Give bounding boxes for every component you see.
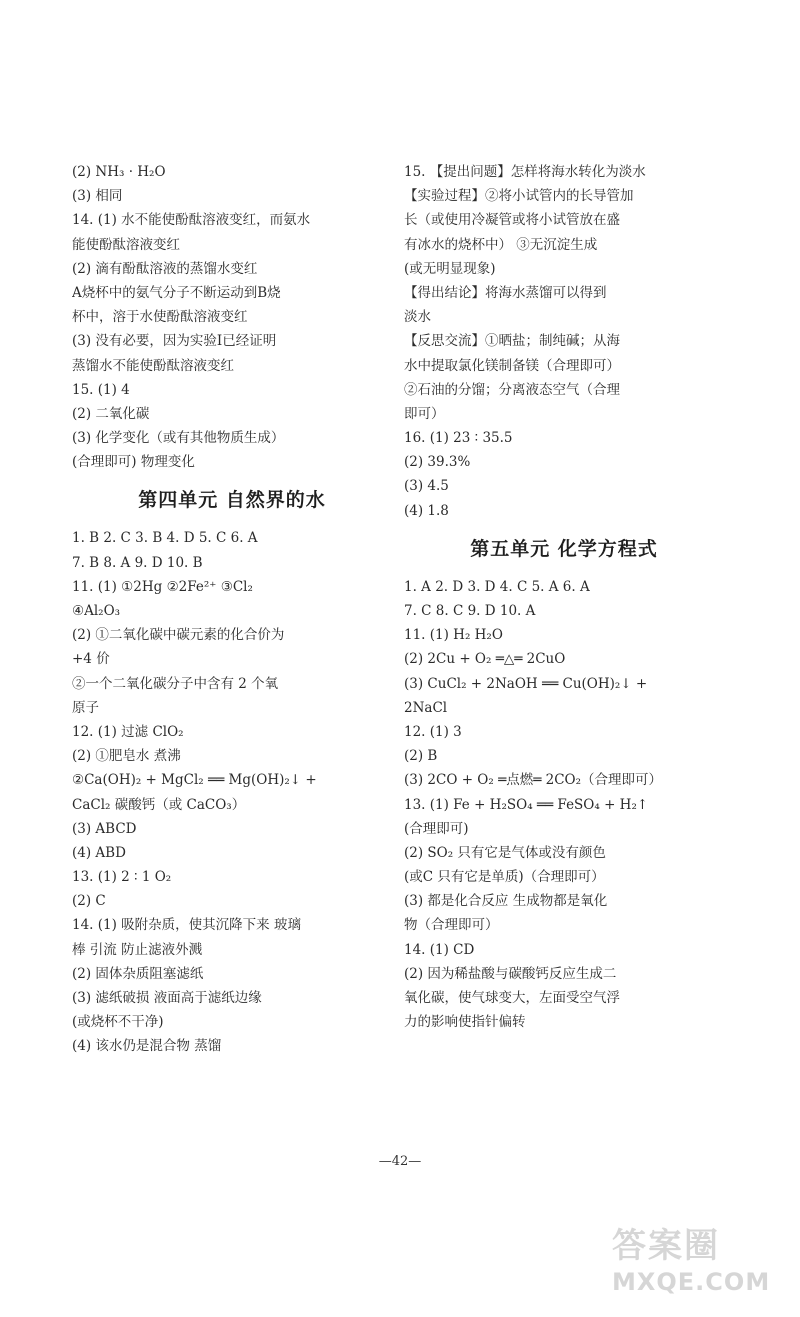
answer-line: (4) ABD — [72, 844, 126, 861]
answer-line: (2) 二氧化碳 — [72, 405, 150, 422]
answer-line: 【得出结论】将海水蒸馏可以得到 — [404, 284, 607, 301]
answer-line: 16. (1) 23 ∶ 35.5 — [404, 430, 513, 447]
answer-line: 7. C 8. C 9. D 10. A — [404, 603, 536, 619]
watermark-top-text: 答案圈 — [612, 1226, 720, 1266]
answer-line: 2NaCl — [404, 699, 448, 716]
answer-line: (2) 滴有酚酞溶液的蒸馏水变红 — [72, 260, 258, 277]
answer-line: (2) C — [72, 893, 106, 910]
answer-line: (2) 39.3% — [404, 454, 471, 471]
answer-line: (2) SO₂ 只有它是气体或没有颜色 — [404, 844, 606, 861]
answer-line: (2) NH₃ · H₂O — [72, 164, 166, 180]
right-answer-column — [404, 160, 724, 1034]
answer-line: (4) 1.8 — [404, 502, 449, 519]
answer-line: (2) 2Cu + O₂ ═△═ 2CuO — [404, 651, 566, 668]
answer-line: (3) 没有必要，因为实验Ⅰ已经证明 — [72, 333, 277, 350]
answer-line: 1. A 2. D 3. D 4. C 5. A 6. A — [404, 578, 590, 595]
answer-line: 12. (1) 过滤 ClO₂ — [72, 723, 184, 740]
answer-line: (2) B — [404, 748, 438, 765]
answer-line: 氧化碳，使气球变大，左面受空气浮 — [404, 990, 620, 1006]
watermark-logo — [612, 1226, 792, 1306]
answer-line: (2) ①二氧化碳中碳元素的化合价为 — [72, 627, 285, 644]
answer-line: 1. B 2. C 3. B 4. D 5. C 6. A — [72, 530, 258, 547]
answer-line: (2) 固体杂质阻塞滤纸 — [72, 965, 204, 982]
answer-line: 7. B 8. A 9. D 10. B — [72, 554, 203, 571]
answer-line: ②一个二氧化碳分子中含有 2 个氧 — [72, 675, 279, 692]
answer-line: (2) ①肥皂水 煮沸 — [72, 748, 181, 765]
answer-line: +4 价 — [72, 651, 110, 668]
unit-heading: 第五单元 化学方程式 — [470, 537, 658, 560]
answer-line: 即可） — [404, 405, 445, 422]
answer-line: (3) 化学变化（或有其他物质生成） — [72, 430, 285, 447]
answer-line: ②Ca(OH)₂ + MgCl₂ ══ Mg(OH)₂↓ + — [72, 772, 317, 789]
answer-line: (3) 都是化合反应 生成物都是氧化 — [404, 893, 608, 910]
answer-line: 14. (1) 吸附杂质，使其沉降下来 玻璃 — [72, 917, 301, 934]
answer-line: (3) CuCl₂ + 2NaOH ══ Cu(OH)₂↓ + — [404, 675, 648, 692]
answer-line: 15. (1) 4 — [72, 381, 130, 398]
answer-line: 水中提取氯化镁制备镁（合理即可） — [404, 357, 620, 374]
answer-line: ④Al₂O₃ — [72, 603, 121, 619]
answer-line: (3) 滤纸破损 液面高于滤纸边缘 — [72, 990, 262, 1006]
answer-line: 原子 — [72, 699, 99, 716]
answer-line: 13. (1) 2 ∶ 1 O₂ — [72, 869, 172, 886]
scan-margin-mark — [6, 368, 12, 374]
watermark-bottom-text: MXQE.COM — [612, 1268, 771, 1296]
answer-line: CaCl₂ 碳酸钙（或 CaCO₃） — [72, 796, 246, 813]
answer-line: 淡水 — [404, 309, 431, 326]
answer-line: (合理即可) 物理变化 — [72, 454, 195, 471]
answer-line: 11. (1) ①2Hg ②2Fe²⁺ ③Cl₂ — [72, 578, 253, 595]
answer-line: (3) ABCD — [72, 820, 137, 837]
answer-line: (3) 2CO + O₂ ═点燃═ 2CO₂（合理即可） — [404, 772, 663, 789]
answer-line: A烧杯中的氨气分子不断运动到B烧 — [72, 284, 281, 301]
unit-heading: 第四单元 自然界的水 — [138, 489, 326, 512]
answer-line: 【实验过程】②将小试管内的长导管加 — [404, 188, 634, 205]
answer-line: (3) 4.5 — [404, 478, 449, 495]
answer-line: 12. (1) 3 — [404, 723, 462, 740]
answer-line: 有冰水的烧杯中） ③无沉淀生成 — [404, 236, 598, 253]
answer-line: (或无明显现象) — [404, 260, 496, 277]
answer-line: 棒 引流 防止滤液外溅 — [72, 941, 203, 958]
answer-line: (3) 相同 — [72, 188, 123, 205]
answer-line: 物（合理即可） — [404, 917, 499, 934]
answer-line: 力的影响使指针偏转 — [404, 1014, 526, 1031]
answer-line: (2) 因为稀盐酸与碳酸钙反应生成二 — [404, 965, 617, 982]
answer-line: (合理即可) — [404, 820, 469, 837]
answer-line: (或C 只有它是单质)（合理即可） — [404, 869, 605, 886]
answer-line: 【反思交流】①晒盐；制纯碱；从海 — [404, 333, 620, 350]
left-answer-column — [72, 160, 392, 1059]
answer-line: 13. (1) Fe + H₂SO₄ ══ FeSO₄ + H₂↑ — [404, 796, 649, 813]
answer-line: 能使酚酞溶液变红 — [72, 236, 180, 253]
answer-line: ②石油的分馏；分离液态空气（合理 — [404, 381, 620, 398]
page-number: —42— — [378, 1154, 422, 1169]
answer-line: 15. 【提出问题】怎样将海水转化为淡水 — [404, 164, 646, 180]
answer-line: 杯中，溶于水使酚酞溶液变红 — [72, 309, 248, 326]
answer-line: 11. (1) H₂ H₂O — [404, 627, 503, 644]
answer-line: (或烧杯不干净) — [72, 1014, 164, 1031]
answer-line: 长（或使用冷凝管或将小试管放在盛 — [404, 212, 620, 229]
answer-line: 14. (1) CD — [404, 941, 475, 958]
answer-line: 蒸馏水不能使酚酞溶液变红 — [72, 357, 234, 374]
answer-line: (4) 该水仍是混合物 蒸馏 — [72, 1038, 222, 1055]
answer-line: 14. (1) 水不能使酚酞溶液变红，而氨水 — [72, 212, 311, 229]
